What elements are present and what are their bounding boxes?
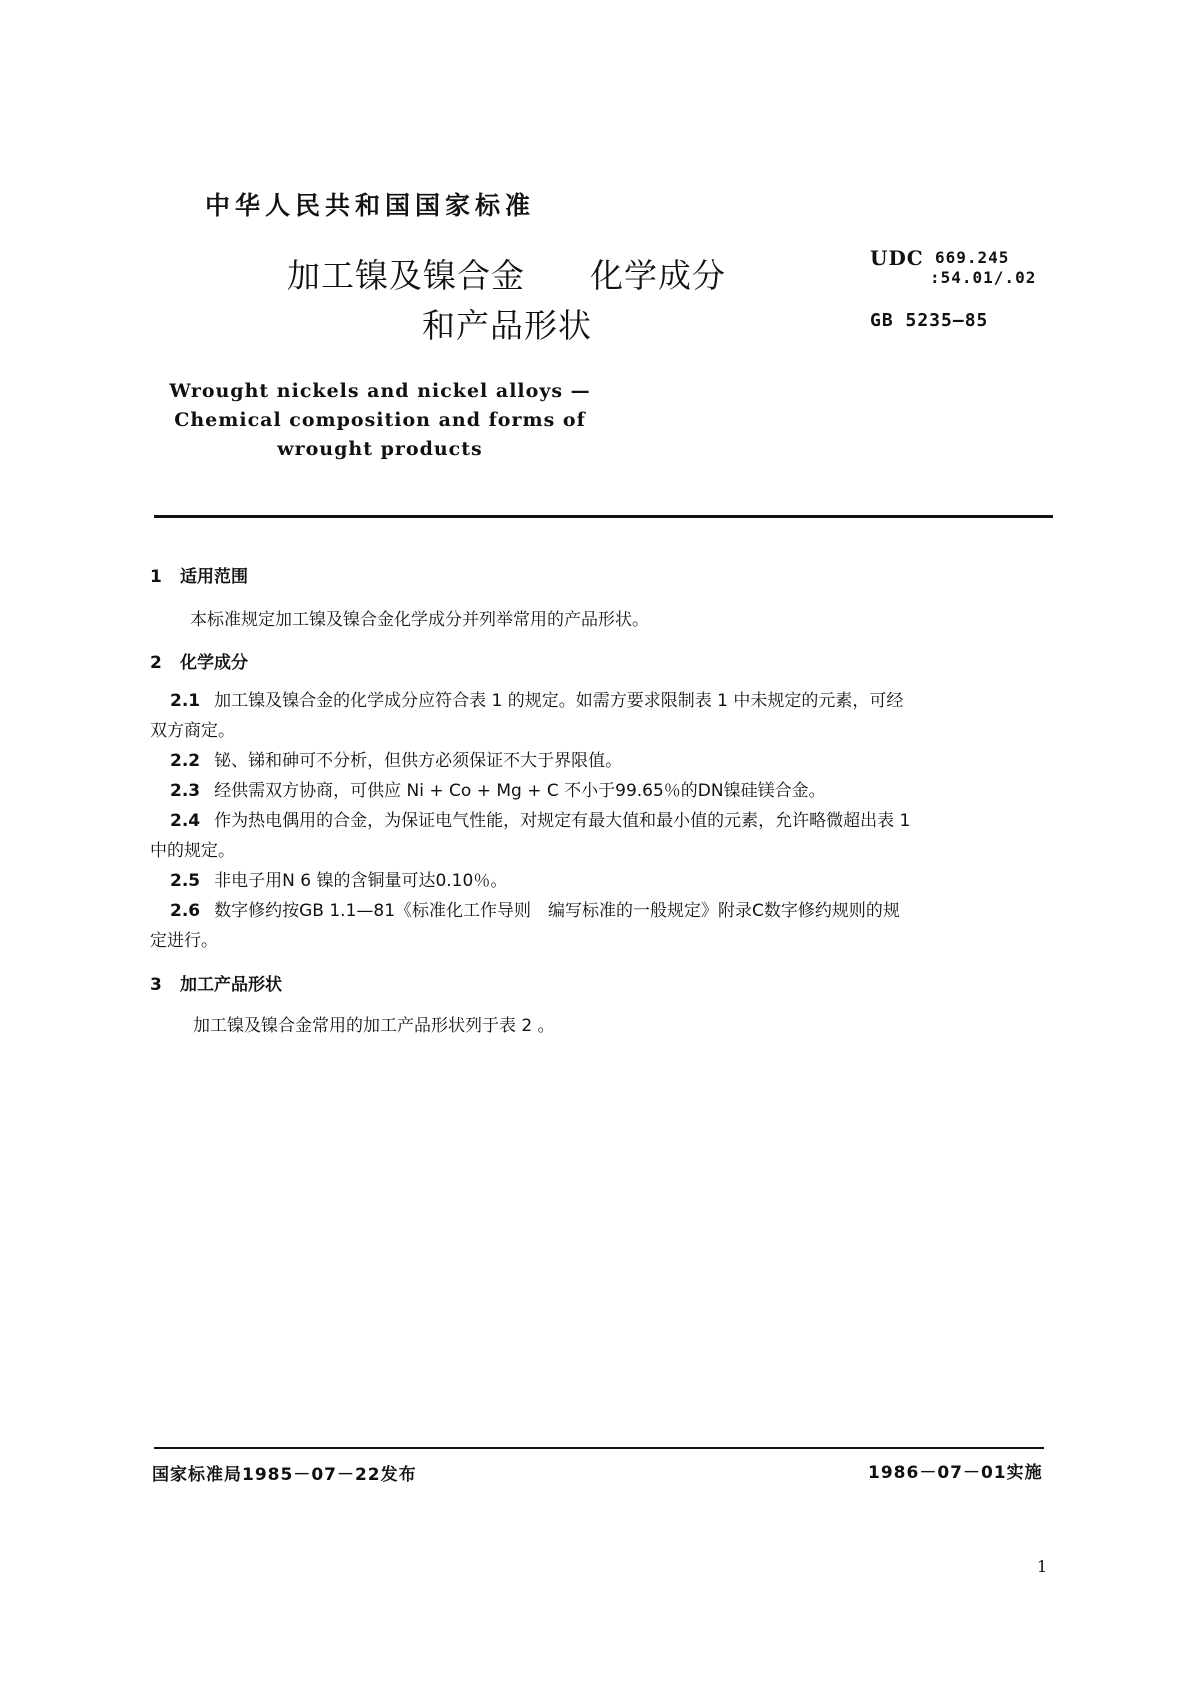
clause-number: 2.4 bbox=[170, 811, 201, 831]
title-zh-part2: 化学成分 bbox=[590, 256, 726, 295]
clause-2-3 bbox=[170, 776, 826, 806]
title-en-line1: Wrought nickels and nickel alloys — bbox=[169, 380, 591, 402]
udc-value-line1: 669.245 bbox=[935, 248, 1010, 267]
clause-number: 2.5 bbox=[170, 871, 201, 891]
clause-2-6 bbox=[170, 896, 900, 926]
page-number: 1 bbox=[1037, 1557, 1048, 1576]
clause-number: 2.3 bbox=[170, 781, 201, 801]
udc-label: UDC bbox=[870, 246, 924, 270]
title-en-line3: wrought products bbox=[277, 438, 483, 460]
clause-text: 铋、锑和砷可不分析，但供方必须保证不大于界限值。 bbox=[214, 751, 623, 771]
section-number: 3 bbox=[150, 975, 162, 995]
clause-2-4 bbox=[170, 806, 910, 836]
title-zh-part1: 加工镍及镍合金 bbox=[287, 256, 525, 295]
section-title: 加工产品形状 bbox=[180, 975, 282, 995]
effective-date: 1986－07－01实施 bbox=[868, 1463, 1043, 1483]
clause-2-4-cont: 中的规定。 bbox=[150, 841, 235, 861]
title-zh-line2: 和产品形状 bbox=[422, 306, 592, 345]
clause-2-6-cont: 定进行。 bbox=[150, 931, 218, 951]
clause-number: 2.2 bbox=[170, 751, 201, 771]
section-number: 2 bbox=[150, 653, 162, 673]
header-rule bbox=[154, 515, 1053, 518]
section-number: 1 bbox=[150, 567, 162, 587]
section-1-heading bbox=[150, 562, 248, 587]
udc-value-line2: :54.01/.02 bbox=[930, 268, 1037, 287]
section-3-body: 加工镍及镍合金常用的加工产品形状列于表 2 。 bbox=[193, 1016, 555, 1036]
section-title: 适用范围 bbox=[180, 567, 248, 587]
clause-text: 作为热电偶用的合金，为保证电气性能，对规定有最大值和最小值的元素，允许略微超出表 1 bbox=[214, 811, 911, 831]
clause-number: 2.6 bbox=[170, 901, 201, 921]
footer-rule bbox=[154, 1447, 1044, 1449]
clause-text: 经供需双方协商，可供应 Ni + Co + Mg + C 不小于99.65％的DN镍硅镁合金。 bbox=[214, 781, 826, 801]
section-3-heading bbox=[150, 970, 282, 995]
standard-number: GB 5235—85 bbox=[870, 310, 989, 331]
clause-text: 数字修约按GB 1.1—81《标准化工作导则 编写标准的一般规定》附录C数字修约规则的规 bbox=[214, 901, 900, 921]
title-en-line2: Chemical composition and forms of bbox=[174, 409, 586, 431]
country-standard-heading: 中华人民共和国国家标准 bbox=[204, 191, 535, 220]
clause-2-1 bbox=[170, 686, 1050, 716]
clause-2-1-cont: 双方商定。 bbox=[150, 721, 235, 741]
clause-number: 2.1 bbox=[170, 691, 201, 711]
clause-text: 加工镍及镍合金的化学成分应符合表 1 的规定。如需方要求限制表 1 中未规定的元素，可经 bbox=[214, 691, 904, 711]
clause-2-5 bbox=[170, 866, 507, 896]
issue-date: 国家标准局1985－07－22发布 bbox=[152, 1465, 417, 1485]
section-2-heading bbox=[150, 648, 248, 673]
clause-2-2 bbox=[170, 746, 622, 776]
section-title: 化学成分 bbox=[180, 653, 248, 673]
clause-text: 非电子用N 6 镍的含铜量可达0.10％。 bbox=[214, 871, 508, 891]
section-1-body: 本标准规定加工镍及镍合金化学成分并列举常用的产品形状。 bbox=[190, 610, 649, 630]
